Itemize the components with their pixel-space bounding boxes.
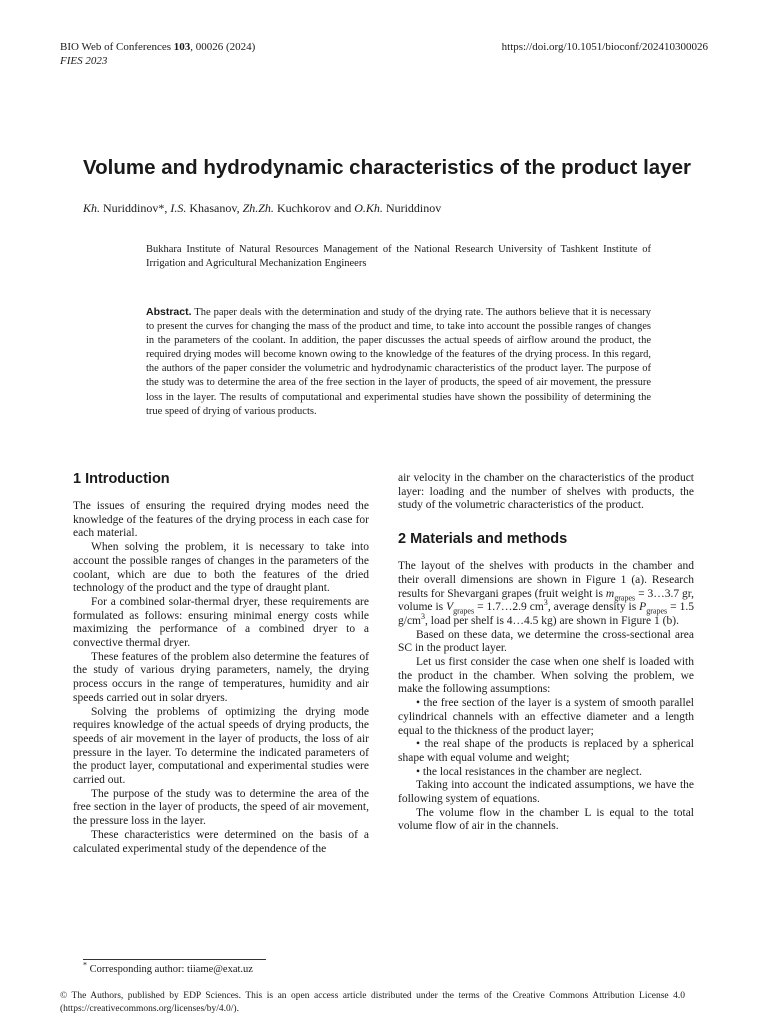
paragraph: Taking into account the indicated assumptions, we have the following system of equations. xyxy=(398,779,694,806)
author-initials: O.Kh. xyxy=(354,201,383,215)
footnote xyxy=(83,960,253,977)
paper-title: Volume and hydrodynamic characteristics of the product layer xyxy=(83,156,691,179)
paragraph: Let us first consider the case when one shelf is loaded with the product in the chamber. When solving the problem, we make the following assumptions: xyxy=(398,656,694,696)
author-initials: Kh. xyxy=(83,201,101,215)
corresponding-author: Corresponding author: tiiame@exat.uz xyxy=(89,964,253,975)
author-list: Kh. Nuriddinov*, I.S. Khasanov, Zh.Zh. Kuchkorov and O.Kh. Nuriddinov xyxy=(83,201,442,215)
footnote-mark: * xyxy=(83,960,87,970)
license-notice: © The Authors, published by EDP Sciences. This is an open access article distributed under the terms of the Creative Commons Attribution License 4.0 (https://creativecommons.org/licenses/by/4.0/). xyxy=(60,991,685,1014)
assumption-bullet: • the local resistances in the chamber are neglect. xyxy=(416,765,642,778)
abstract-text: The paper deals with the determination and study of the drying rate. The authors believe that it is necessary to present the curves for changing the mass of the product and time, to take into account the possible ranges of changes in the parameters of the coolant. In addition, the paper discusses the actual speeds of airflow around the product, the required drying modes will become known owing to the knowledge of the features of the drying process. In this regard, the authors of the paper consider the volumetric and hydrodynamic characteristics of the product layer. The purpose of the study was to determine the area of the free section in the layer of products, the speed of air movement, the pressure loss in the layer. The results of computational and experimental studies have shown the possibility of determining the true speed of drying of various products. xyxy=(146,307,651,417)
paragraph: These features of the problem also determine the features of the study of various drying parameters, namely, the drying process occurs in the range of temperatures, humidity and air speeds carried out in solar dryers. xyxy=(73,650,369,704)
conference-name: FIES 2023 xyxy=(60,55,108,67)
left-column xyxy=(73,470,369,856)
section-heading-introduction: 1 Introduction xyxy=(73,471,170,487)
author-surname: Nuriddinov* xyxy=(100,201,165,215)
paragraph: The issues of ensuring the required drying modes need the knowledge of the features of the drying process in each case for each material. xyxy=(73,500,369,540)
doi-link[interactable]: https://doi.org/10.1051/bioconf/202410300026 xyxy=(501,41,708,53)
paragraph-figure-description: The layout of the shelves with products in the chamber and their overall dimensions are shown in Figure 1 (a). Research results for Shevargani grapes (fruit weight is $m_{grapes}$ = 3…3.7 gr, volume is $V_{grapes}$ = 1.7…2.9 $cm^3$, average density is $P_{grapes} = 1.5$ $g/cm^3$, load per shelf is 4…4.5 kg) are shown in Figure 1 (b). xyxy=(398,560,695,627)
author-surname: Kuchkorov xyxy=(273,201,331,215)
abstract xyxy=(146,305,651,419)
paragraph: These characteristics were determined on the basis of a calculated experimental study of the dependence of the xyxy=(73,828,369,855)
paragraph: The volume flow in the chamber L is equal to the total volume flow of air in the channels. xyxy=(398,806,694,833)
assumption-bullet: • the free section of the layer is a system of smooth parallel cylindrical channels with an effective diameter and a length equal to the thickness of the product layer; xyxy=(398,697,694,737)
affiliation: Bukhara Institute of Natural Resources Management of the National Research University of Tashkent Institute of Irrigation and Agricultural Mechanization Engineers xyxy=(146,244,651,269)
right-column xyxy=(398,472,694,834)
footnote-rule xyxy=(83,959,266,960)
author-initials: I.S. xyxy=(170,201,187,215)
paragraph: The purpose of the study was to determine the area of the free section in the layer of products, the speed of air movement, the pressure loss in the layer. xyxy=(73,787,369,828)
paragraph: Solving the problems of optimizing the drying mode requires knowledge of the actual speeds of drying products, the speeds of air movement in the layer of products, the loss of air pressure in the layer. To determine the indicated parameters of the product layer, computational and experimental studies were carried out. xyxy=(73,705,369,787)
author-surname: Khasanov xyxy=(186,201,237,215)
paragraph: Based on these data, we determine the cross-sectional area SC in the product layer. xyxy=(398,628,694,655)
assumption-bullet: • the real shape of the products is replaced by a spherical shape with equal volume and weight; xyxy=(398,738,694,764)
abstract-label: Abstract. xyxy=(146,306,192,318)
section-heading-materials-methods: 2 Materials and methods xyxy=(398,531,568,548)
paragraph: For a combined solar-thermal dryer, these requirements are formulated as follows: ensuring minimal energy costs while maximizing the performance of a combined dryer to a convective thermal dryer. xyxy=(73,595,369,650)
paragraph: When solving the problem, it is necessary to take into account the possible ranges of changes in the parameters of the coolant, which are due to both the features of the dried technology of the product and the type of draught plant. xyxy=(73,541,369,595)
paragraph: air velocity in the chamber on the characteristics of the product layer: loading and the number of shelves with products, the study of the volumetric characteristics of the product. xyxy=(398,472,694,512)
author-surname: Nuriddinov xyxy=(382,201,442,215)
journal-citation: BIO Web of Conferences 103, 00026 (2024) xyxy=(60,41,256,53)
running-header xyxy=(60,40,255,68)
author-initials: Zh.Zh. xyxy=(242,201,274,215)
journal-volume: 103 xyxy=(173,41,191,53)
